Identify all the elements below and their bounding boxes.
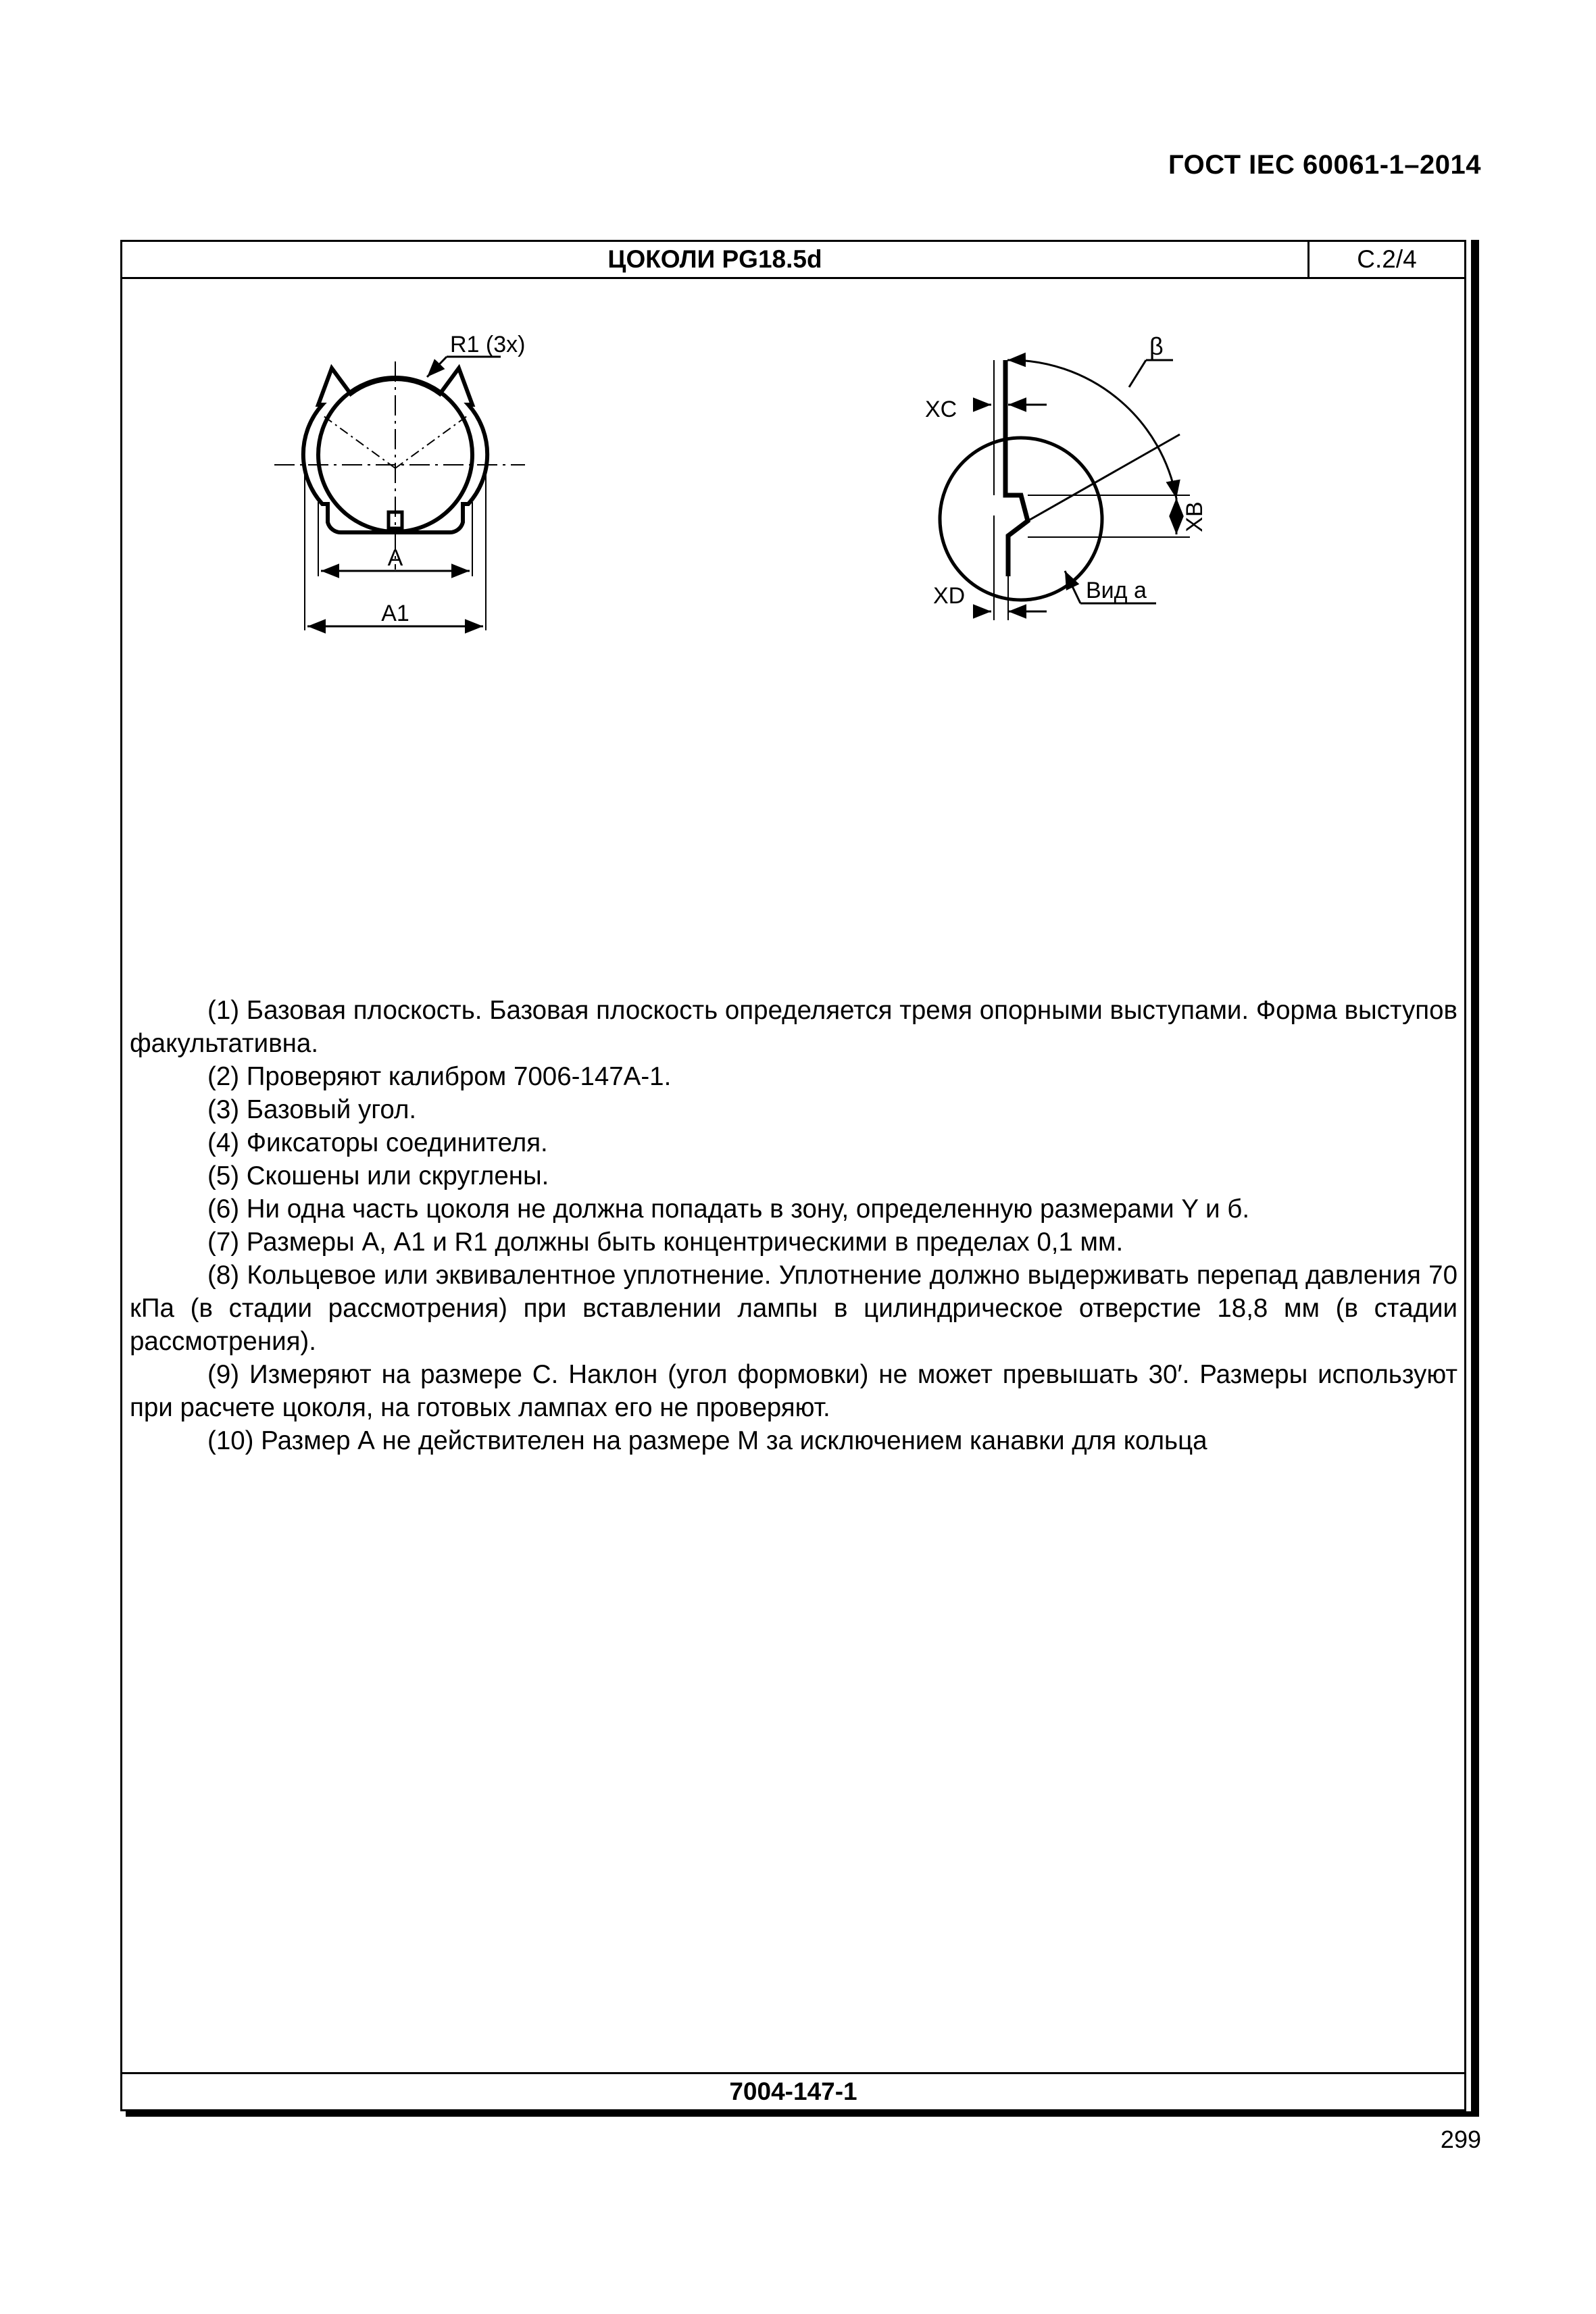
note-9: (9) Измеряют на размере С. Наклон (угол формовки) не может превышать 30′. Размеры используют при расчете цоколя, на готовых лампах его не проверяют.: [130, 1360, 1457, 1422]
footer-row: [122, 2072, 1464, 2109]
title-row: [122, 242, 1464, 279]
note-8: (8) Кольцевое или эквивалентное уплотнение. Уплотнение должно выдерживать перепад давления 70 кПа (в стадии рассмотрения) при вставлении лампы в цилиндрическое отверстие 18,8 мм (в стадии рассмотрения).: [130, 1261, 1457, 1356]
label-a: A: [387, 545, 403, 571]
note-3: (3) Базовый угол.: [207, 1095, 417, 1124]
sheet-frame-shadow-right: [1471, 240, 1479, 2117]
label-view-a: Вид a: [1086, 578, 1147, 603]
detail-view: [940, 360, 1190, 620]
label-beta: β: [1149, 332, 1164, 360]
profile-edge: [1005, 360, 1028, 576]
base-cross-section: [274, 357, 525, 630]
sheet-frame-shadow-bottom: [126, 2111, 1479, 2117]
note-4: (4) Фиксаторы соединителя.: [207, 1128, 548, 1157]
note-6: (6) Ни одна часть цоколя не должна попадать в зону, определенную размерами Y и б.: [207, 1194, 1250, 1224]
technical-drawing: [122, 279, 1464, 988]
standard-header: ГОСТ IEC 60061-1–2014: [1168, 150, 1481, 180]
note-5: (5) Скошены или скруглены.: [207, 1161, 549, 1190]
notes-list: [130, 994, 1457, 1457]
detail-circle: [940, 438, 1102, 600]
sheet-number: С.2/4: [1307, 242, 1464, 277]
sheet-title: ЦОКОЛИ PG18.5d: [607, 245, 822, 273]
note-1: (1) Базовая плоскость. Базовая плоскость определяется тремя опорными выступами. Форма выступов факультативна.: [130, 996, 1457, 1058]
page-number: 299: [1440, 2126, 1481, 2153]
label-xc: XC: [925, 397, 957, 422]
label-xd: XD: [933, 583, 966, 609]
sheet-frame: [120, 240, 1466, 2111]
note-2: (2) Проверяют калибром 7006-147А-1.: [207, 1062, 672, 1091]
label-r1: R1 (3x): [450, 332, 526, 357]
label-a1: A1: [381, 601, 409, 626]
label-xb: XB: [1182, 501, 1207, 532]
note-10: (10) Размер А не действителен на размере М за исключением канавки для кольца: [207, 1426, 1207, 1455]
note-7: (7) Размеры А, А1 и R1 должны быть концентрическими в пределах 0,1 мм.: [207, 1228, 1124, 1257]
sheet-code: 7004-147-1: [729, 2078, 857, 2105]
